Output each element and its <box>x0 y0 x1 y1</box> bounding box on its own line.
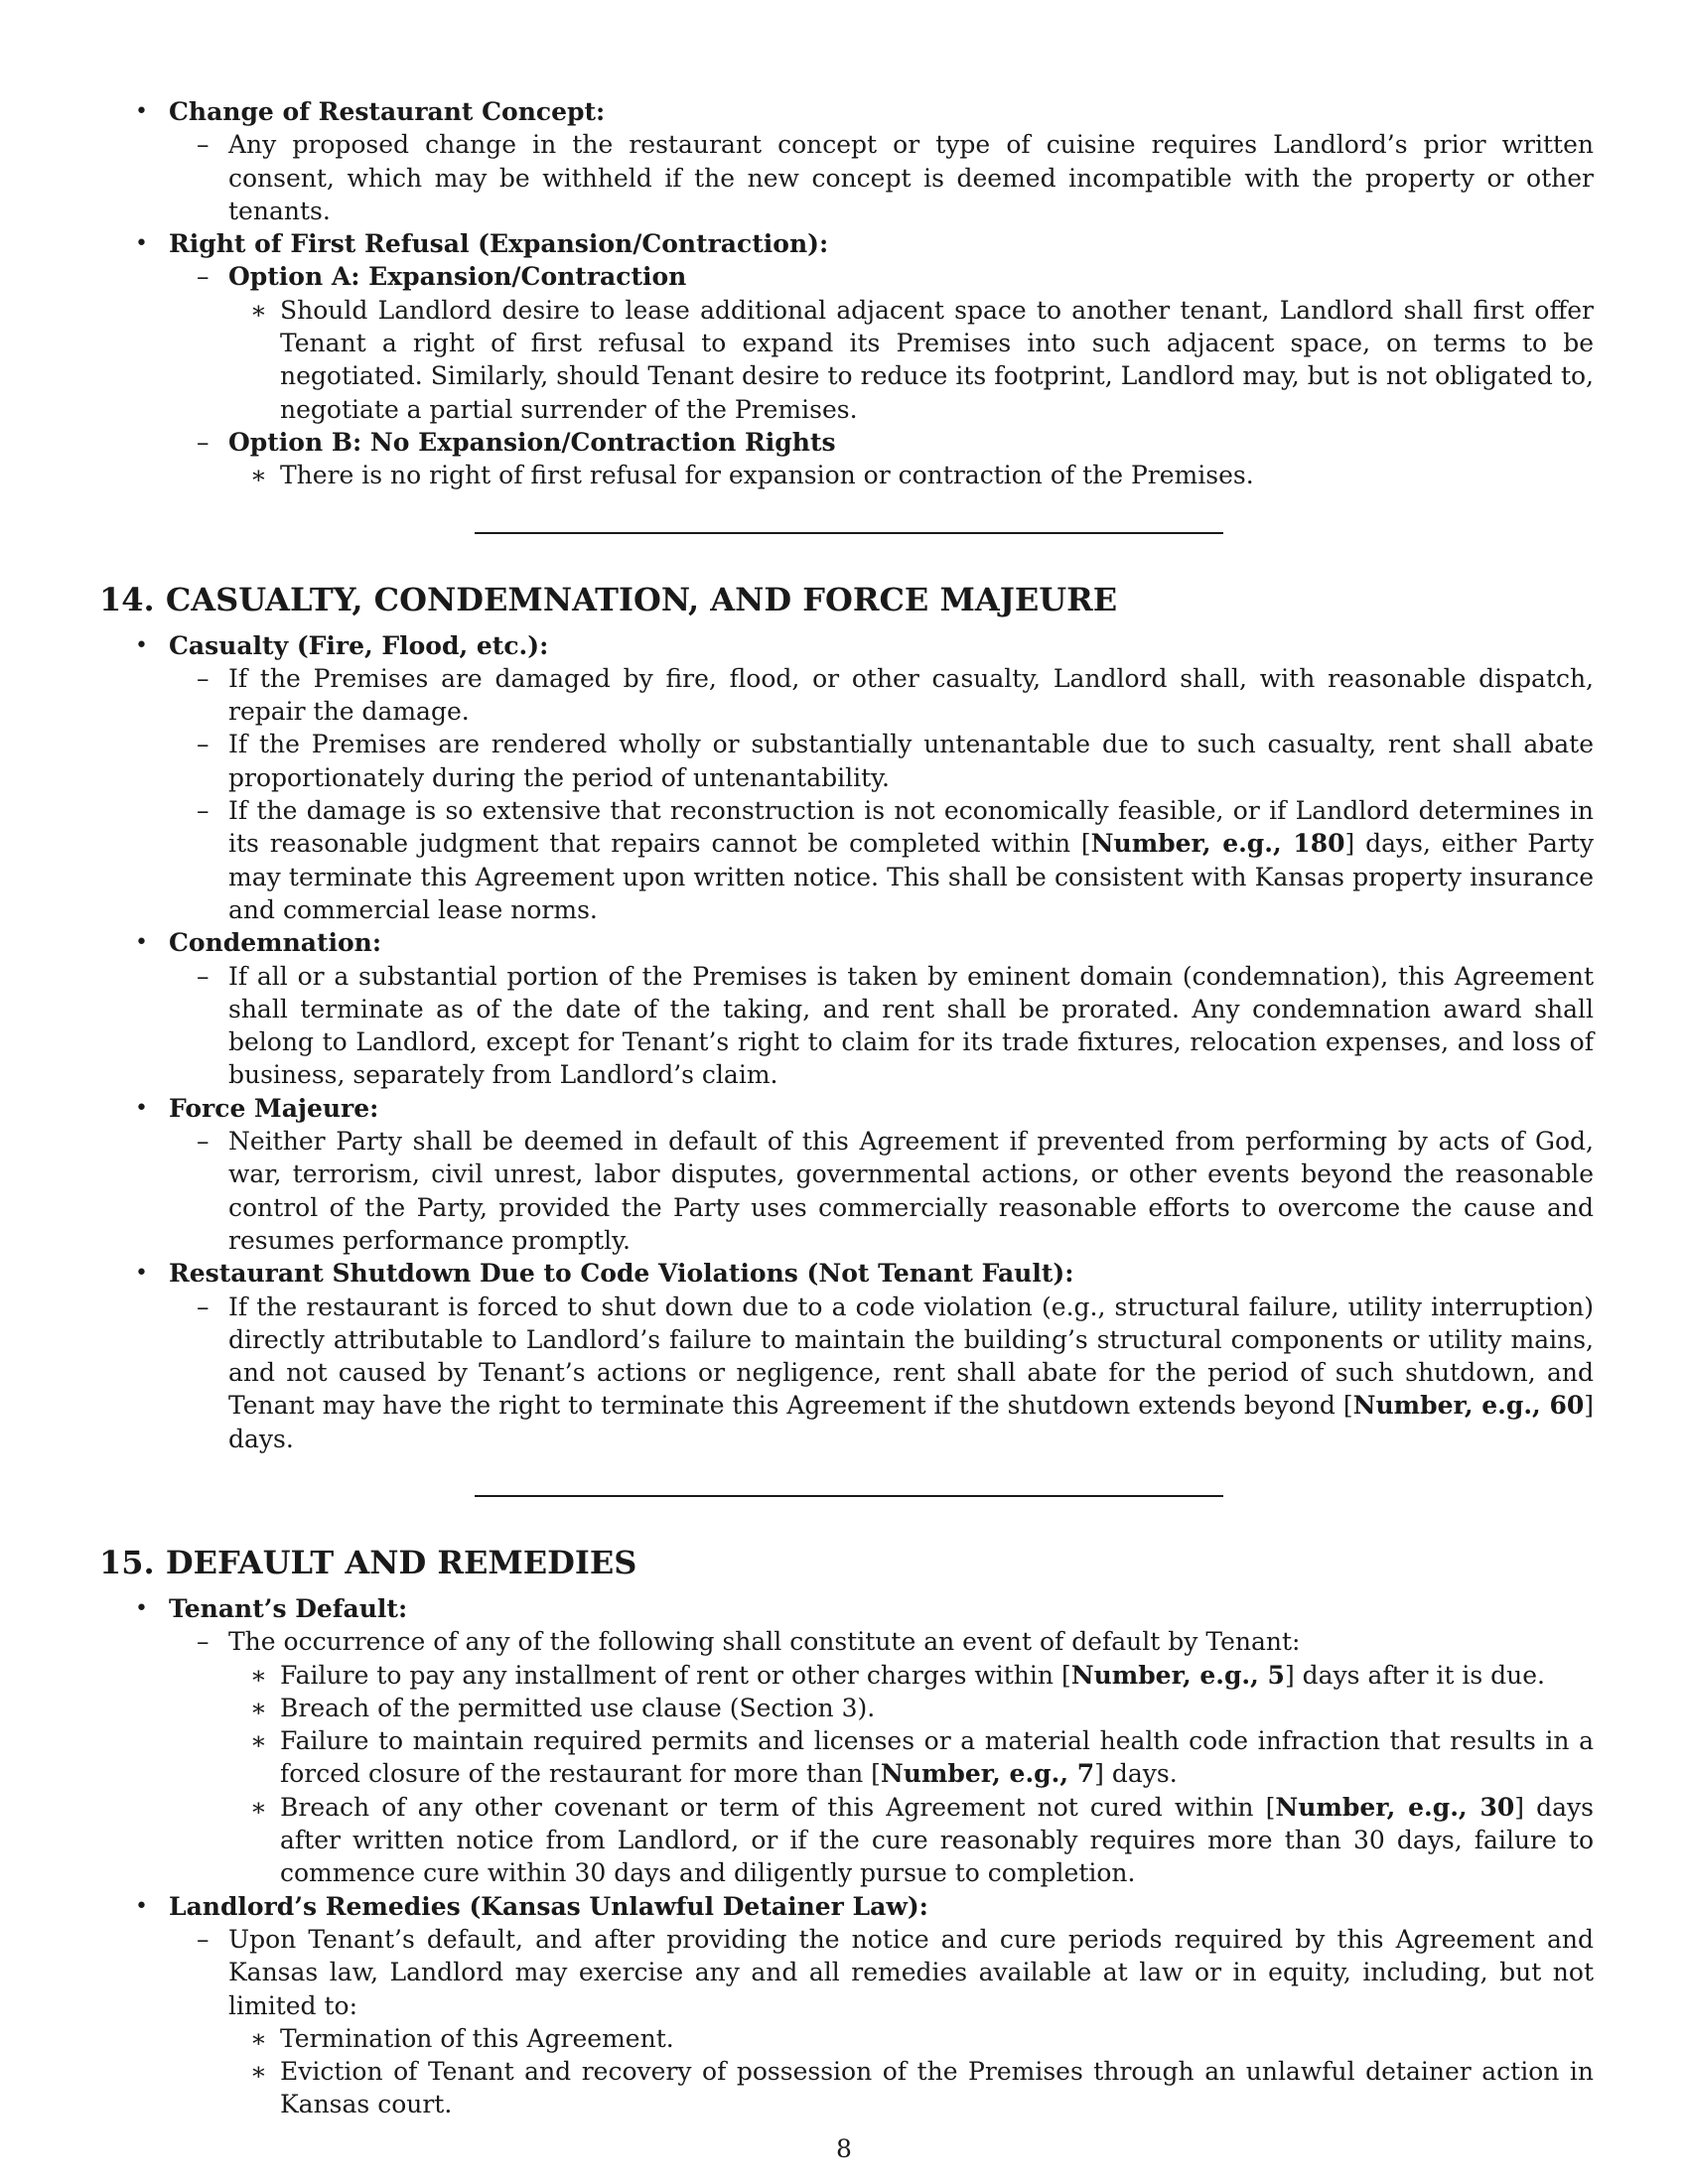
dash-marker: – <box>197 961 210 991</box>
star-marker: ∗ <box>250 1726 267 1756</box>
bullet-marker: • <box>135 632 148 658</box>
list-item <box>99 728 1594 794</box>
list-item <box>99 1724 1594 1791</box>
document-page <box>99 95 1594 2121</box>
dash-marker: – <box>197 1627 210 1657</box>
option-b-heading: Option B: No Expansion/Contraction Rights <box>228 427 836 457</box>
item-text: The occurrence of any of the following shall constitute an event of default by Tenant: <box>228 1627 1301 1657</box>
text-segment: If the restaurant is forced to shut down due to a code violation (e.g., structural failure, utility interruption) directly attributable to Landlord’s failure to maintain the building’s structural components or utility mains, and not caused by Tenant’s actions or negligence, rent shall abate for the period of such shutdown, and Tenant may have the right to terminate this Agreement if the shutdown extends beyond [ <box>228 1292 1594 1421</box>
dash-marker: – <box>197 130 210 160</box>
text-segment: Failure to maintain required permits and licenses or a material health code infraction that results in a forced closure of the restaurant for more than [ <box>280 1726 1594 1789</box>
dash-marker: – <box>197 730 210 759</box>
item-text: If the Premises are rendered wholly or substantially untenantable due to such casualty, rent shall abate proportionately during the period of untenantability. <box>228 730 1594 792</box>
list-item <box>99 2022 1594 2055</box>
star-marker: ∗ <box>250 2023 267 2053</box>
list-item <box>99 1923 1594 2121</box>
list-item <box>99 2055 1594 2121</box>
bullet-marker: • <box>135 1595 148 1621</box>
item-text: If the Premises are damaged by fire, flood, or other casualty, Landlord shall, with reasonable dispatch, repair the damage. <box>228 663 1594 727</box>
list-item <box>99 459 1594 491</box>
list-item <box>99 1625 1594 1889</box>
list-item <box>99 1092 1594 1257</box>
list-item <box>99 426 1594 492</box>
item-text: Termination of this Agreement. <box>280 2023 674 2053</box>
star-marker: ∗ <box>250 1660 267 1690</box>
list-item <box>99 227 1594 491</box>
placeholder-number: Number, e.g., 180 <box>1090 829 1345 859</box>
item-text <box>228 794 1594 926</box>
section-14-title: 14. CASUALTY, CONDEMNATION, AND FORCE MAJEURE <box>99 580 1118 618</box>
item-heading: Right of First Refusal (Expansion/Contraction): <box>169 229 829 259</box>
bullet-marker: • <box>135 1893 148 1919</box>
item-text <box>280 1791 1594 1890</box>
top-section-list <box>99 95 1594 492</box>
item-text <box>280 1724 1594 1791</box>
text-segment: ] days. <box>228 1391 1595 1453</box>
bullet-marker: • <box>135 1095 148 1121</box>
list-item <box>99 1791 1594 1890</box>
text-segment: ] days, either Party may terminate this Agreement upon written notice. This shall be consistent with Kansas property insurance and commercial lease norms. <box>228 829 1595 924</box>
text-segment: If the damage is so extensive that reconstruction is not economically feasible, or if Landlord determines in its reasonable judgment that repairs cannot be completed within [ <box>228 796 1594 859</box>
text-segment: Failure to pay any installment of rent or other charges within [ <box>280 1660 1071 1690</box>
item-text: Breach of the permitted use clause (Section 3). <box>280 1693 876 1722</box>
placeholder-number: Number, e.g., 7 <box>880 1759 1095 1789</box>
text-segment: Breach of any other covenant or term of this Agreement not cured within [ <box>280 1792 1276 1822</box>
placeholder-number: Number, e.g., 30 <box>1275 1792 1515 1822</box>
list-item <box>99 926 1594 1091</box>
list-item <box>99 1890 1594 2121</box>
list-item <box>99 260 1594 425</box>
item-heading: Force Majeure: <box>169 1093 379 1123</box>
section-divider <box>475 1495 1223 1497</box>
option-a-heading: Option A: Expansion/Contraction <box>228 262 687 292</box>
bullet-marker: • <box>135 99 148 124</box>
item-text: Neither Party shall be deemed in default of this Agreement if prevented from performing by acts of God, war, terrorism, civil unrest, labor disputes, governmental actions, or other events beyond the reasonable control of the Party, provided the Party uses commercially reasonable efforts to overcome the cause and resumes performance promptly. <box>228 1127 1594 1255</box>
list-item <box>99 128 1594 227</box>
section-15-list <box>99 1592 1594 2121</box>
item-text: There is no right of first refusal for expansion or contraction of the Premises. <box>280 461 1254 490</box>
item-heading: Landlord’s Remedies (Kansas Unlawful Detainer Law): <box>169 1891 928 1921</box>
item-heading: Change of Restaurant Concept: <box>169 97 606 126</box>
list-item <box>99 1257 1594 1455</box>
bullet-marker: • <box>135 231 148 257</box>
item-text <box>280 1659 1594 1692</box>
item-text: Eviction of Tenant and recovery of possession of the Premises through an unlawful detainer action in Kansas court. <box>280 2057 1594 2119</box>
star-marker: ∗ <box>250 295 267 325</box>
dash-marker: – <box>197 796 210 826</box>
star-marker: ∗ <box>250 1792 267 1822</box>
item-heading: Condemnation: <box>169 928 382 958</box>
dash-marker: – <box>197 663 210 693</box>
list-item <box>99 629 1594 927</box>
item-heading: Restaurant Shutdown Due to Code Violations (Not Tenant Fault): <box>169 1259 1074 1289</box>
item-heading: Casualty (Fire, Flood, etc.): <box>169 630 549 660</box>
dash-marker: – <box>197 427 210 457</box>
placeholder-number: Number, e.g., 5 <box>1070 1660 1285 1690</box>
text-segment: ] days after written notice from Landlord, or if the cure reasonably requires more than 30 days, failure to commence cure within 30 days and diligently pursue to completion. <box>280 1792 1594 1888</box>
star-marker: ∗ <box>250 1693 267 1722</box>
list-item <box>99 1592 1594 1890</box>
text-segment: ] days after it is due. <box>1284 1660 1545 1690</box>
list-item <box>99 1125 1594 1257</box>
list-item <box>99 662 1594 729</box>
item-text <box>228 1291 1594 1455</box>
list-item <box>99 95 1594 227</box>
star-marker: ∗ <box>250 2057 267 2087</box>
list-item <box>99 1291 1594 1455</box>
item-text: Should Landlord desire to lease additional adjacent space to another tenant, Landlord shall first offer Tenant a right of first refusal to expand its Premises into such adjacent space, on terms to be negotiated. Similarly, should Tenant desire to reduce its footprint, Landlord may, but is not obligated to, negotiate a partial surrender of the Premises. <box>280 295 1594 424</box>
bullet-marker: • <box>135 930 148 956</box>
dash-marker: – <box>197 1127 210 1157</box>
dash-marker: – <box>197 1292 210 1321</box>
section-15-title: 15. DEFAULT AND REMEDIES <box>99 1543 637 1581</box>
text-segment: ] days. <box>1094 1759 1178 1789</box>
item-heading: Tenant’s Default: <box>169 1593 408 1623</box>
dash-marker: – <box>197 1924 210 1954</box>
page-number: 8 <box>836 2134 852 2163</box>
list-item <box>99 294 1594 426</box>
section-14-list <box>99 629 1594 1455</box>
star-marker: ∗ <box>250 461 267 490</box>
list-item <box>99 960 1594 1092</box>
item-text: Any proposed change in the restaurant concept or type of cuisine requires Landlord’s prior written consent, which may be withheld if the new concept is deemed incompatible with the property or other tenants. <box>228 130 1594 225</box>
placeholder-number: Number, e.g., 60 <box>1352 1391 1585 1421</box>
list-item <box>99 1659 1594 1692</box>
list-item <box>99 794 1594 926</box>
list-item <box>99 1692 1594 1724</box>
dash-marker: – <box>197 262 210 292</box>
section-divider <box>475 532 1223 534</box>
item-text: If all or a substantial portion of the Premises is taken by eminent domain (condemnation), this Agreement shall terminate as of the date of the taking, and rent shall be prorated. Any condemnation award shall belong to Landlord, except for Tenant’s right to claim for its trade fixtures, relocation expenses, and loss of business, separately from Landlord’s claim. <box>228 961 1594 1090</box>
item-text: Upon Tenant’s default, and after providing the notice and cure periods required by this Agreement and Kansas law, Landlord may exercise any and all remedies available at law or in equity, including, but not limited to: <box>228 1924 1594 2020</box>
bullet-marker: • <box>135 1261 148 1287</box>
